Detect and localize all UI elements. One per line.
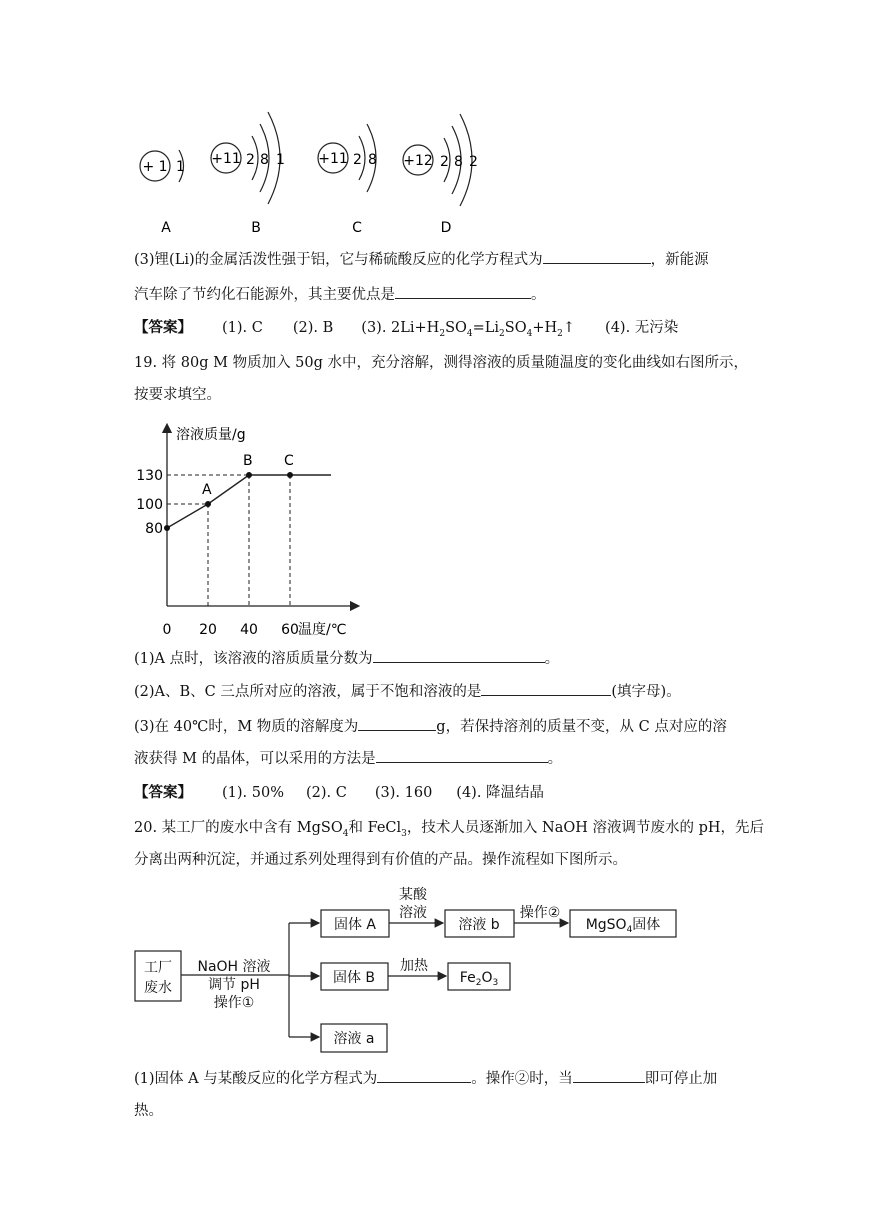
q19-part3-line2: 液获得 M 的晶体，可以采用的方法是 。 <box>134 748 562 769</box>
q20-part1-line1: (1)固体 A 与某酸反应的化学方程式为 。操作②时，当 即可停止加 <box>134 1068 717 1089</box>
atom-b-shell-3: 1 <box>276 152 285 168</box>
y-tick-130: 130 <box>136 468 163 484</box>
x-tick-60: 60 <box>281 622 299 638</box>
atom-d-shell-3: 2 <box>469 154 478 170</box>
q19-blank-fraction <box>373 648 545 663</box>
point-label-a: A <box>202 482 212 498</box>
y-tick-80: 80 <box>145 521 163 537</box>
q20-part1-line2: 热。 <box>134 1103 163 1119</box>
q19-stem-line2: 按要求填空。 <box>134 387 221 403</box>
solution-b-label: 溶液 b <box>458 917 500 933</box>
q20-stem-line2: 分离出两种沉淀，并通过系列处理得到有价值的产品。操作流程如下图所示。 <box>134 852 627 868</box>
q19-blank-unsaturated <box>481 681 611 696</box>
q19-blank-solubility <box>358 716 436 731</box>
atom-c-label: C <box>352 220 362 236</box>
solid-b-label: 固体 B <box>332 970 376 986</box>
q19-blank-method <box>376 748 548 763</box>
atom-c-shell-1: 2 <box>353 152 362 168</box>
q18-blank-advantage <box>395 284 531 299</box>
atom-d <box>403 114 478 236</box>
naoh-label-line2: 调节 pH <box>208 977 260 993</box>
atom-b-label: B <box>251 220 261 236</box>
atom-d-label: D <box>440 220 452 236</box>
process-flow-diagram <box>0 875 869 1055</box>
x-tick-0: 0 <box>162 622 172 638</box>
q19-stem-line1: 19. 将 80g M 物质加入 50g 水中，充分溶解，测得溶液的质量随温度的变化曲线如右图所示， <box>134 355 749 371</box>
q20-blank-stop-condition <box>573 1068 645 1083</box>
waste-water-line1: 工厂 <box>144 960 172 976</box>
data-point-3 <box>287 472 293 478</box>
q19-part2: (2)A、B、C 三点所对应的溶液，属于不饱和溶液的是 (填字母)。 <box>134 681 681 702</box>
atom-a-label: A <box>161 220 171 236</box>
data-point-1 <box>205 501 211 507</box>
y-tick-100: 100 <box>136 497 163 513</box>
mgso4-label: MgSO$_4$固体 <box>585 917 661 935</box>
x-tick-20: 20 <box>199 622 217 638</box>
acid-label-line2: 溶液 <box>399 905 427 921</box>
x-tick-40: 40 <box>240 622 258 638</box>
y-axis-label: 溶液质量/g <box>176 427 246 443</box>
fe2o3-label: $Fe_2O_3$ <box>459 970 499 988</box>
solution-a-label: 溶液 a <box>333 1031 375 1047</box>
q19-part1: (1)A 点时，该溶液的溶质质量分数为 。 <box>134 648 559 669</box>
heat-label: 加热 <box>400 958 428 974</box>
q18-blank-equation <box>543 249 651 264</box>
atom-d-shell-1: 2 <box>440 154 449 170</box>
atom-b-nucleus: +11 <box>211 151 241 167</box>
q18-answer: 【答案】 (1). C (2). B (3). $2Li+H_2SO_4=Li_2SO_4+H_2↑$ (4). 无污染 <box>134 319 679 339</box>
waste-water-line2: 废水 <box>144 980 172 996</box>
atom-d-nucleus: +12 <box>403 153 433 169</box>
atom-structure-diagrams <box>0 0 869 240</box>
atom-c-shell-2: 8 <box>368 152 377 168</box>
q19-answer: 【答案】 (1). 50% (2). C (3). 160 (4). 降温结晶 <box>134 784 545 801</box>
operation-1-label: 操作① <box>213 995 255 1011</box>
atom-a-shell-1: 1 <box>176 159 185 175</box>
atom-c-nucleus: +11 <box>318 151 348 167</box>
data-point-2 <box>246 472 252 478</box>
q19-part3-line1: (3)在 40℃时，M 物质的溶解度为 g，若保持溶剂的质量不变，从 C 点对应的溶 <box>134 716 727 737</box>
atom-a <box>140 150 185 236</box>
q18-part3-line2: 汽车除了节约化石能源外，其主要优点是 。 <box>134 284 546 305</box>
solid-a-label: 固体 A <box>333 917 377 933</box>
atom-c <box>318 124 377 236</box>
atom-b <box>211 112 285 236</box>
point-label-c: C <box>284 453 294 469</box>
q20-stem-line1: 20. 某工厂的废水中含有 MgSO$_4$和 FeCl$_3$，技术人员逐渐加入 NaOH 溶液调节废水的 pH，先后 <box>134 820 765 839</box>
solution-mass-chart <box>0 420 869 638</box>
atom-b-shell-1: 2 <box>246 152 255 168</box>
acid-label-line1: 某酸 <box>399 887 427 903</box>
operation-2-label: 操作② <box>519 905 561 921</box>
q20-blank-equation <box>377 1068 471 1083</box>
naoh-label-line1: NaOH 溶液 <box>197 959 271 975</box>
atom-d-shell-2: 8 <box>454 154 463 170</box>
q18-part3-line1: (3)锂(Li)的金属活泼性强于铝，它与稀硫酸反应的化学方程式为 ，新能源 <box>134 249 709 270</box>
data-point-0 <box>164 525 170 531</box>
x-axis-label: 温度/℃ <box>298 622 347 638</box>
point-label-b: B <box>243 453 253 469</box>
atom-b-shell-2: 8 <box>260 152 269 168</box>
atom-a-nucleus: + 1 <box>142 159 168 175</box>
